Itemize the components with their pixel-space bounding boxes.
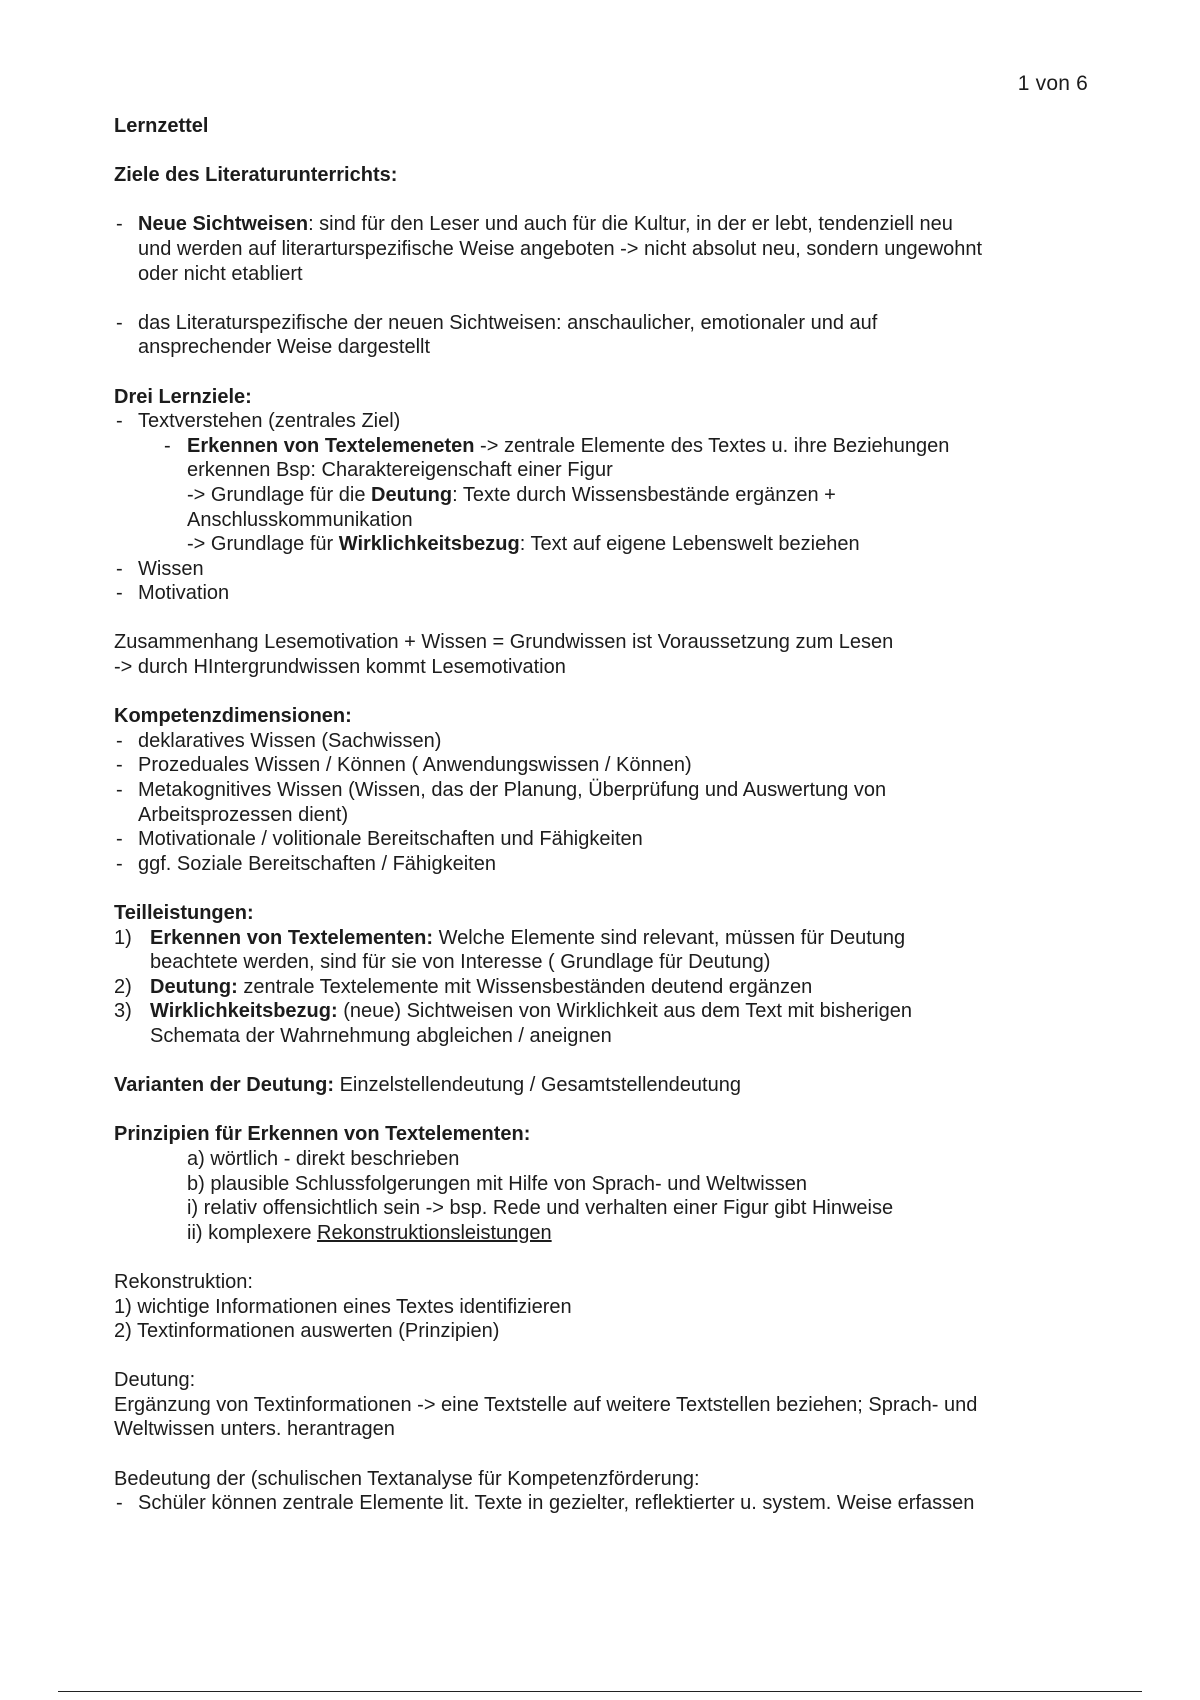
list-item: 2) Textinformationen auswerten (Prinzipien) (114, 1320, 500, 1343)
document-body (114, 114, 1094, 1516)
heading-rekonstruktion: Rekonstruktion: (114, 1270, 253, 1293)
page-number: 1 von 6 (1017, 72, 1088, 95)
list-item: - Prozeduales Wissen / Können ( Anwendungswissen / Können) (114, 753, 1094, 778)
list-item: a) wörtlich - direkt beschrieben (187, 1147, 460, 1170)
document-title: Lernzettel (114, 115, 209, 137)
heading-deutung: Deutung: (114, 1369, 196, 1392)
term-deutung: Deutung (371, 483, 453, 506)
numbered-item: 1) Erkennen von Textelementen: Welche Elemente sind relevant, müssen für Deutung beachtete werden, sind für sie von Interesse ( Grundlage für Deutung) (114, 926, 906, 974)
paragraph-zusammenhang-2: -> durch HIntergrundwissen kommt Lesemotivation (114, 656, 566, 679)
heading-prinzipien: Prinzipien für Erkennen von Textelementen: (114, 1123, 531, 1146)
sub-list-item: - Erkennen von Textelemeneten -> zentrale Elemente des Textes u. ihre Beziehungen erkennen Bsp: Charaktereigenschaft einer Figur -> Grundlage für die Deutung: Texte durch Wissensbestände ergänzen + Anschlusskommunikation -> Grundlage für Wirklichkeitsbezug: Text auf eigene Lebenswelt beziehen (114, 434, 1094, 557)
list-item: - Motivationale / volitionale Bereitschaften und Fähigkeiten (114, 827, 1094, 852)
term-neue-sichtweisen: Neue Sichtweisen (138, 213, 309, 236)
heading-ziele: Ziele des Literaturunterrichts: (114, 164, 398, 187)
paragraph-deutung-2: Weltwissen unters. herantragen (114, 1418, 395, 1441)
list-item: - deklaratives Wissen (Sachwissen) (114, 729, 1094, 754)
list-item: - Wissen (114, 557, 1094, 582)
paragraph-deutung: Ergänzung von Textinformationen -> eine Textstelle auf weitere Textstellen beziehen; Sprach- und (114, 1393, 978, 1416)
heading-teilleistungen: Teilleistungen: (114, 902, 254, 924)
heading-bedeutung: Bedeutung der (schulischen Textanalyse für Kompetenzförderung: (114, 1467, 700, 1490)
term-wirklichkeitsbezug: Wirklichkeitsbezug (338, 533, 520, 556)
underlined-term: Rekonstruktionsleistungen (317, 1221, 552, 1244)
list-item: - Motivation (114, 581, 1094, 606)
list-item: - das Literaturspezifische der neuen Sichtweisen: anschaulicher, emotionaler und auf ansprechender Weise dargestellt (114, 311, 1094, 360)
paragraph-zusammenhang: Zusammenhang Lesemotivation + Wissen = Grundwissen ist Voraussetzung zum Lesen (114, 631, 894, 654)
heading-kompetenz: Kompetenzdimensionen: (114, 705, 352, 728)
list-item: - Textverstehen (zentrales Ziel) (114, 409, 1094, 434)
list-item: ii) komplexere Rekonstruktionsleistungen (187, 1221, 552, 1244)
list-item: - Metakognitives Wissen (Wissen, das der Planung, Überprüfung und Auswertung von Arbeitsprozessen dient) (114, 778, 1094, 827)
list-item: - Schüler können zentrale Elemente lit. Texte in gezielter, reflektierter u. system. Weise erfassen (114, 1491, 1094, 1516)
list-item: 1) wichtige Informationen eines Textes identifizieren (114, 1295, 572, 1318)
numbered-item: 3) Wirklichkeitsbezug: (neue) Sichtweisen von Wirklichkeit aus dem Text mit bisherigen Schemata der Wahrnehmung abgleichen / aneignen (114, 1000, 912, 1047)
list-item: i) relativ offensichtlich sein -> bsp. Rede und verhalten einer Figur gibt Hinweise (187, 1197, 894, 1220)
page-bottom-rule (58, 1691, 1142, 1692)
list-item: - Neue Sichtweisen: sind für den Leser und auch für die Kultur, in der er lebt, tendenziell neu und werden auf literarturspezifische Weise angeboten -> nicht absolut neu, sondern ungewohnt oder nicht etabliert (114, 212, 1094, 286)
list-item: - ggf. Soziale Bereitschaften / Fähigkeiten (114, 852, 1094, 877)
heading-lernziele: Drei Lernziele: (114, 385, 252, 408)
list-item: b) plausible Schlussfolgerungen mit Hilfe von Sprach- und Weltwissen (187, 1172, 807, 1195)
numbered-item: 2) Deutung: zentrale Textelemente mit Wissensbeständen deutend ergänzen (114, 975, 813, 998)
paragraph-varianten: Varianten der Deutung: Einzelstellendeutung / Gesamtstellendeutung (114, 1074, 741, 1097)
term-erkennen: Erkennen von Textelemeneten (187, 434, 475, 457)
